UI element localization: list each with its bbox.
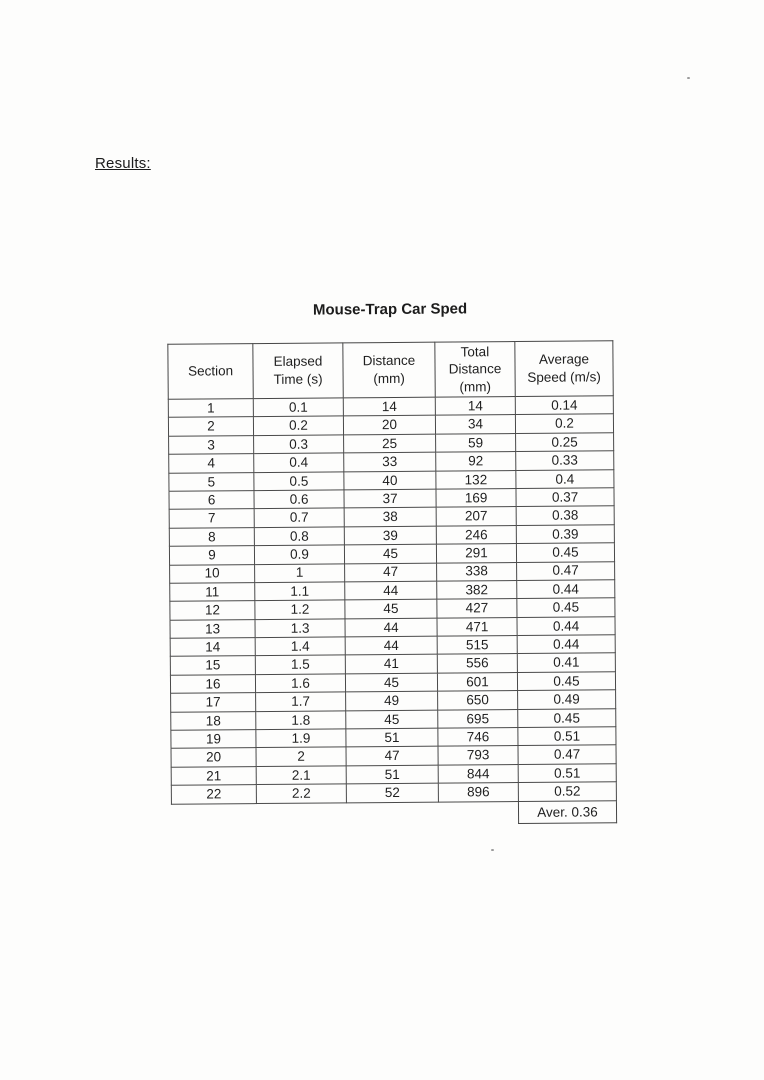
table-cell: 0.8 [254, 527, 344, 546]
table-cell: 20 [171, 748, 256, 767]
table-cell: 0.2 [253, 416, 343, 435]
table-cell: 382 [437, 580, 517, 599]
table-cell: 2 [168, 417, 253, 436]
table-cell: 44 [345, 636, 437, 655]
table-cell: 427 [437, 599, 517, 618]
table-cell: 5 [169, 472, 254, 491]
table-cell: 45 [345, 673, 437, 692]
column-header-section: Section [168, 344, 253, 400]
table-cell: 0.38 [516, 506, 614, 525]
table-cell: 0.51 [518, 727, 616, 746]
table-cell: 20 [343, 416, 435, 435]
table-cell: 1 [255, 563, 345, 582]
table-cell: 0.37 [516, 488, 614, 507]
table-cell: 47 [345, 563, 437, 582]
column-header-elapsed-time: Elapsed Time (s) [253, 343, 343, 399]
table-cell: 0.45 [518, 708, 616, 727]
table-cell: 0.44 [517, 580, 615, 599]
table-cell: 169 [436, 488, 516, 507]
table-cell: 13 [170, 619, 255, 638]
table-cell: 650 [438, 691, 518, 710]
table-cell: 33 [344, 452, 436, 471]
table-cell: 1.4 [255, 637, 345, 656]
table-cell: 0.14 [515, 396, 613, 415]
table-cell: 0.25 [516, 433, 614, 452]
table-cell: 34 [435, 415, 515, 434]
table-cell: 1 [168, 399, 253, 418]
table-cell: 0.41 [517, 653, 615, 672]
table-cell: 7 [169, 509, 254, 528]
table-cell: 45 [346, 710, 438, 729]
footer-spacer [171, 801, 518, 826]
table-cell: 44 [345, 581, 437, 600]
table-cell: 9 [169, 546, 254, 565]
table-cell: 793 [438, 746, 518, 765]
table-cell: 0.52 [518, 782, 616, 801]
table-cell: 1.6 [255, 674, 345, 693]
table-body [168, 396, 616, 804]
table-cell: 0.47 [518, 745, 616, 764]
column-header-average-speed: Average Speed (m/s) [515, 341, 613, 397]
table-cell: 0.5 [254, 471, 344, 490]
scan-speck [491, 849, 494, 851]
table-cell: 47 [346, 747, 438, 766]
table-cell: 51 [346, 728, 438, 747]
table-cell: 207 [436, 507, 516, 526]
table-cell: 0.2 [515, 414, 613, 433]
table-cell: 2 [256, 747, 346, 766]
table-cell: 601 [437, 672, 517, 691]
scan-speck [687, 77, 690, 79]
table-cell: 0.45 [516, 543, 614, 562]
table-cell: 1.3 [255, 619, 345, 638]
table-cell: 25 [344, 434, 436, 453]
table-cell: 40 [344, 471, 436, 490]
table-cell: 22 [171, 785, 256, 804]
table-cell: 0.44 [517, 635, 615, 654]
table-cell: 8 [169, 527, 254, 546]
table-cell: 59 [436, 433, 516, 452]
table-cell: 52 [346, 783, 438, 802]
table-cell: 15 [170, 656, 255, 675]
table-cell: 14 [343, 397, 435, 416]
results-heading: Results: [95, 155, 151, 172]
table-cell: 2.1 [256, 766, 346, 785]
table-cell: 1.1 [255, 582, 345, 601]
table-cell: 4 [169, 454, 254, 473]
table-cell: 515 [437, 636, 517, 655]
table-cell: 556 [437, 654, 517, 673]
table-cell: 38 [344, 507, 436, 526]
table-cell: 1.2 [255, 600, 345, 619]
table-cell: 14 [170, 638, 255, 657]
table-cell: 0.44 [517, 616, 615, 635]
table-cell: 39 [344, 526, 436, 545]
table-title: Mouse-Trap Car Sped [312, 300, 468, 319]
table-header-row [168, 341, 613, 399]
table-cell: 21 [171, 766, 256, 785]
table-cell: 0.1 [253, 398, 343, 417]
table-cell: 132 [436, 470, 516, 489]
table-cell: 291 [436, 544, 516, 563]
table-cell: 0.3 [254, 435, 344, 454]
table-cell: 0.7 [254, 508, 344, 527]
table-cell: 896 [438, 783, 518, 802]
table-cell: 12 [170, 601, 255, 620]
table-cell: 0.9 [254, 545, 344, 564]
table-cell: 0.45 [517, 598, 615, 617]
table-cell: 3 [169, 435, 254, 454]
table-cell: 0.6 [254, 490, 344, 509]
table-cell: 471 [437, 617, 517, 636]
table-cell: 695 [438, 709, 518, 728]
table-cell: 0.49 [518, 690, 616, 709]
table-cell: 44 [345, 618, 437, 637]
table-cell: 37 [344, 489, 436, 508]
table-cell: 338 [437, 562, 517, 581]
table-cell: 10 [170, 564, 255, 583]
table-cell: 51 [346, 765, 438, 784]
table-cell: 14 [435, 397, 515, 416]
column-header-total-distance: Total Distance (mm) [435, 342, 515, 398]
table-cell: 0.47 [517, 561, 615, 580]
table-cell: 0.51 [518, 764, 616, 783]
table-cell: 45 [344, 544, 436, 563]
table-cell: 1.8 [256, 711, 346, 730]
column-header-distance: Distance (mm) [343, 342, 435, 398]
table-cell: 49 [346, 691, 438, 710]
results-table [167, 340, 617, 826]
table-cell: 246 [436, 525, 516, 544]
table-cell: 0.33 [516, 451, 614, 470]
table-cell: 41 [345, 655, 437, 674]
table-cell: 2.2 [256, 784, 346, 803]
table-cell: 746 [438, 728, 518, 747]
table-cell: 6 [169, 491, 254, 510]
table-cell: 19 [171, 730, 256, 749]
table-cell: 1.5 [255, 655, 345, 674]
table-cell: 844 [438, 764, 518, 783]
table-cell: 92 [436, 452, 516, 471]
table-cell: 1.9 [256, 729, 346, 748]
table-cell: 0.4 [254, 453, 344, 472]
table-cell: 17 [171, 693, 256, 712]
table-cell: 11 [170, 582, 255, 601]
table-cell: 16 [170, 674, 255, 693]
average-speed-summary-cell: Aver. 0.36 [518, 800, 616, 823]
table-cell: 0.45 [517, 672, 615, 691]
table-area [167, 299, 617, 826]
table-cell: 0.39 [516, 524, 614, 543]
table-cell: 18 [171, 711, 256, 730]
table-cell: 45 [345, 599, 437, 618]
table-footer-row [171, 800, 616, 825]
table-cell: 1.7 [256, 692, 346, 711]
table-cell: 0.4 [516, 469, 614, 488]
